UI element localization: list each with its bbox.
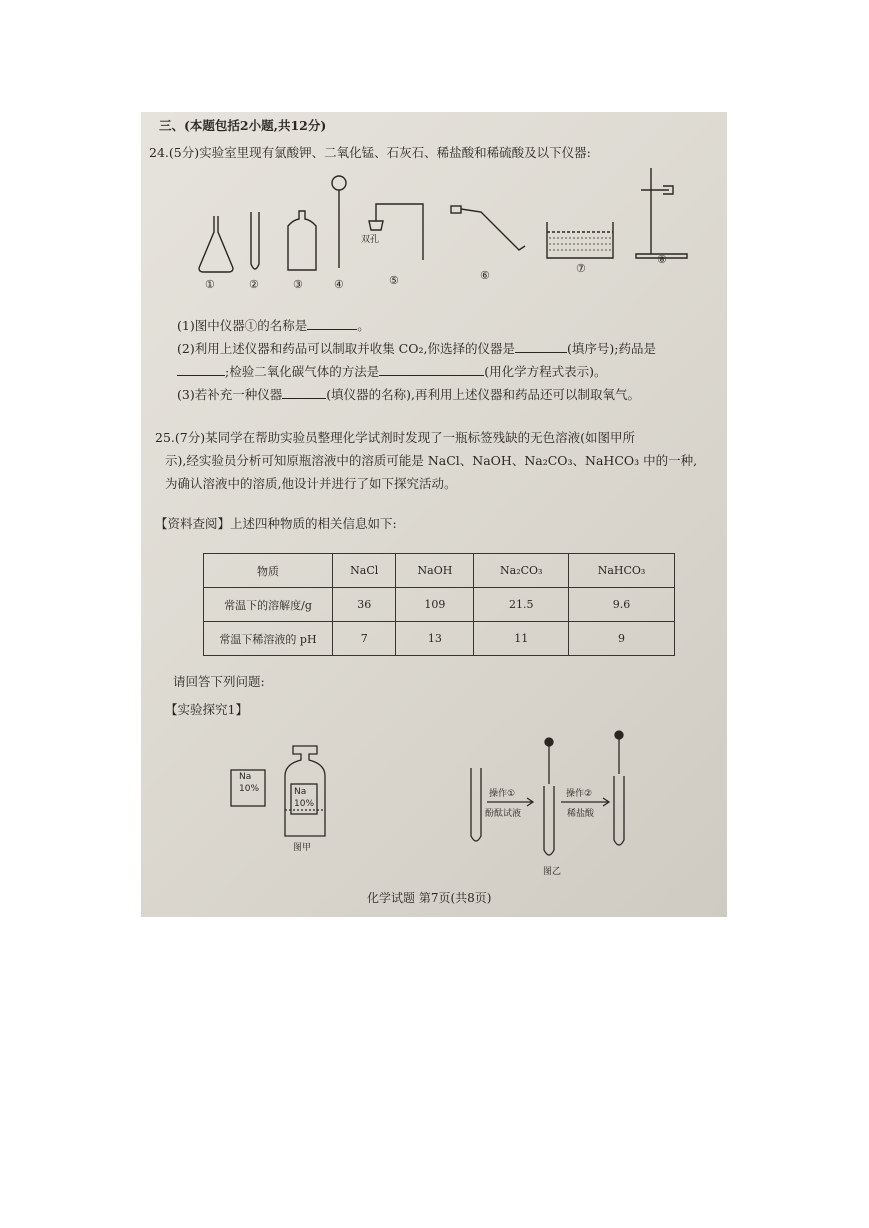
test-tube-a-icon <box>471 768 481 841</box>
figure-a-caption: 图甲 <box>293 843 312 853</box>
apparatus-number-4: ④ <box>334 278 344 291</box>
exam-page-photo <box>141 112 727 917</box>
apparatus-number-7: ⑦ <box>576 262 586 275</box>
table-header-row <box>204 554 675 588</box>
reagent-2-label: 稀盐酸 <box>567 809 595 819</box>
q25-line3: 为确认溶液中的溶质,他设计并进行了如下探究活动。 <box>165 476 457 491</box>
rubber-joint-icon <box>451 206 461 213</box>
operation-1-label: 操作① <box>489 789 516 799</box>
test-tube-b-icon <box>544 786 554 855</box>
substance-info-table <box>203 553 675 656</box>
q24-part3: (3)若补充一种仪器 (填仪器的名称),再利用上述仪器和药品还可以制取氧气。 <box>177 387 640 402</box>
table-cell: 21.5 <box>474 588 569 622</box>
q25-line2: 示),经实验员分析可知原瓶溶液中的溶质可能是 NaCl、NaOH、Na₂CO₃、NaHCO₃ 中的一种, <box>165 453 698 468</box>
table-cell: 109 <box>396 588 474 622</box>
apparatus-figure <box>141 164 727 304</box>
q24-part1: (1)图中仪器①的名称是 。 <box>177 318 370 333</box>
table-cell: 9.6 <box>569 588 675 622</box>
table-cell: 13 <box>396 622 474 656</box>
gas-jar-icon <box>288 211 316 270</box>
section-header: 三、(本题包括2小题,共12分) <box>159 118 327 133</box>
table-header-cell: 物质 <box>204 554 333 588</box>
operation-2-label: 操作② <box>566 789 593 799</box>
stopper-label: 双孔 <box>361 235 380 245</box>
table-header-cell: Na₂CO₃ <box>474 554 569 588</box>
arrow-right-icon <box>561 798 609 806</box>
table-cell: 9 <box>569 622 675 656</box>
table-header-cell: NaHCO₃ <box>569 554 675 588</box>
experiment-1-header: 【实验探究1】 <box>165 702 248 717</box>
table-header-cell: NaOH <box>396 554 474 588</box>
test-tube-icon <box>251 212 259 269</box>
apparatus-number-6: ⑥ <box>480 269 490 282</box>
apparatus-number-8: ⑧ <box>657 253 667 266</box>
conical-flask-icon <box>199 216 233 272</box>
label-card-text-1: Na <box>239 772 252 782</box>
table-header-cell: NaCl <box>333 554 396 588</box>
table-cell: 常温下稀溶液的 pH <box>204 622 333 656</box>
arrow-right-icon <box>487 798 533 806</box>
figure-b-caption: 图乙 <box>543 867 562 877</box>
page-footer: 化学试题 第7页(共8页) <box>367 891 492 905</box>
apparatus-number-3: ③ <box>293 278 303 291</box>
experiment-figure <box>141 732 727 872</box>
table-cell: 常温下的溶解度/g <box>204 588 333 622</box>
bottle-label-text-1: Na <box>294 787 307 797</box>
water-trough-icon <box>547 222 613 258</box>
table-cell: 36 <box>333 588 396 622</box>
table-cell: 7 <box>333 622 396 656</box>
info-header: 【资料查阅】上述四种物质的相关信息如下: <box>155 516 397 531</box>
bottle-label-text-2: 10% <box>294 799 315 809</box>
label-card-text-2: 10% <box>239 784 260 794</box>
q25-line1: 25.(7分)某同学在帮助实验员整理化学试剂时发现了一瓶标签残缺的无色溶液(如图甲所 <box>155 430 635 445</box>
apparatus-number-1: ① <box>205 278 215 291</box>
apparatus-number-2: ② <box>249 278 259 291</box>
answer-prompt: 请回答下列问题: <box>173 674 265 689</box>
table-row <box>204 588 675 622</box>
two-hole-stopper-icon <box>369 221 383 230</box>
q24-part2-line1: (2)利用上述仪器和药品可以制取并收集 CO₂,你选择的仪器是 (填序号);药品是 <box>177 341 656 356</box>
q24-part2-line2: ;检验二氧化碳气体的方法是 (用化学方程式表示)。 <box>177 363 606 380</box>
q24-stem: 24.(5分)实验室里现有氯酸钾、二氧化锰、石灰石、稀盐酸和稀硫酸及以下仪器: <box>149 145 591 160</box>
reagent-1-label: 酚酞试液 <box>485 809 522 819</box>
test-tube-c-icon <box>614 776 624 845</box>
apparatus-number-5: ⑤ <box>389 274 399 287</box>
table-row <box>204 622 675 656</box>
table-cell: 11 <box>474 622 569 656</box>
funnel-bulb-icon <box>332 176 346 190</box>
